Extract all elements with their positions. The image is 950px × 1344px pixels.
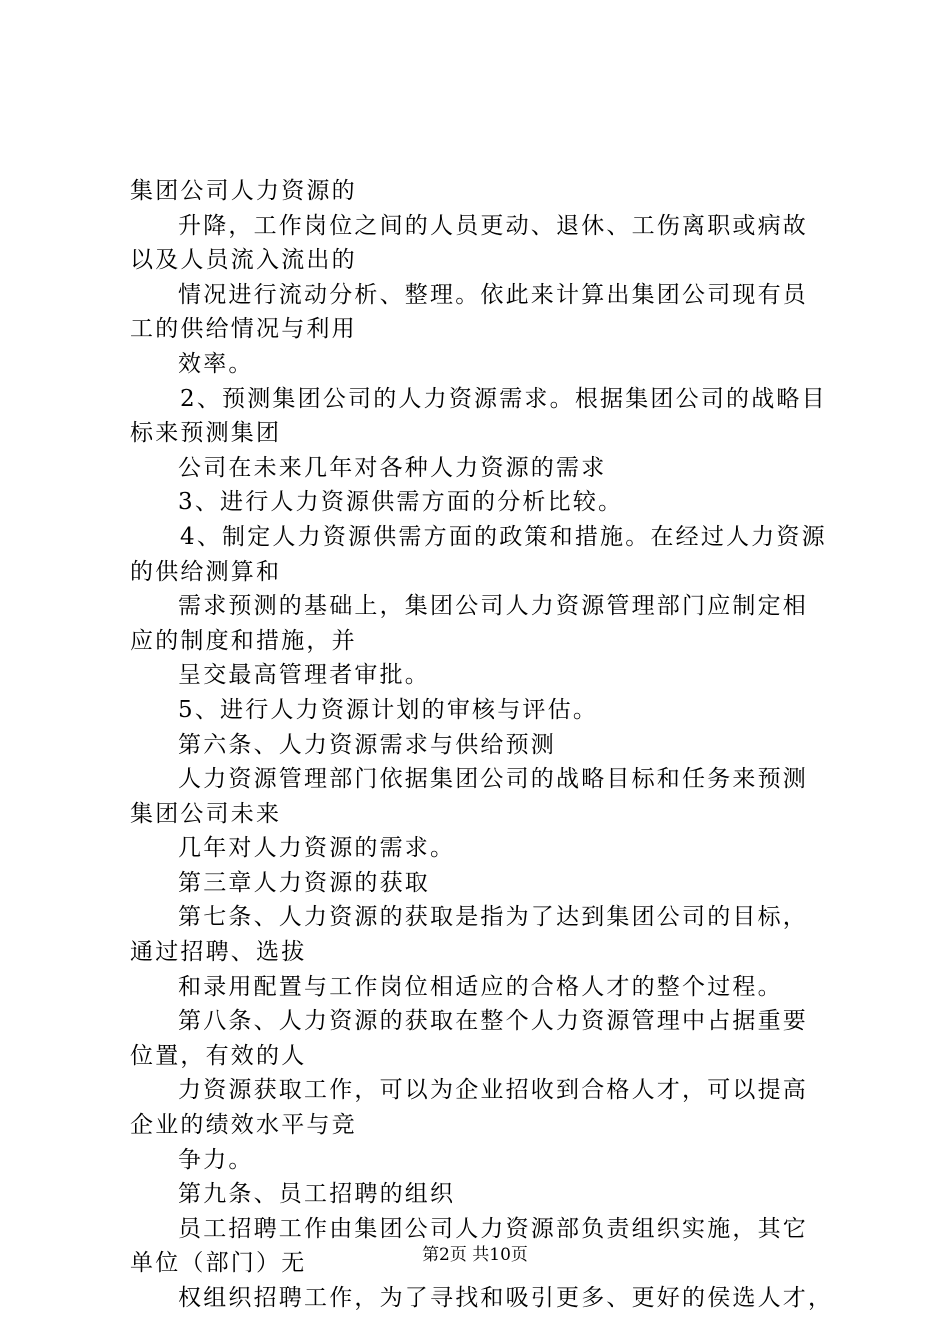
text-line: 和录用配置与工作岗位相适应的合格人才的整个过程。	[178, 973, 783, 1000]
text-line: 效率。	[178, 350, 254, 377]
text-line: 第三章人力资源的获取	[178, 869, 430, 896]
text-line: 人力资源管理部门依据集团公司的战略目标和任务来预测	[178, 766, 808, 793]
text-line: 情况进行流动分析、整理。依此来计算出集团公司现有员	[178, 281, 808, 308]
text-line: 工的供给情况与利用	[130, 316, 357, 343]
text-line: 第七条、人力资源的获取是指为了达到集团公司的目标，	[178, 904, 808, 931]
text-line: 第六条、人力资源需求与供给预测	[178, 731, 556, 758]
text-line: 集团公司未来	[130, 800, 282, 827]
text-line: 标来预测集团	[130, 420, 282, 447]
text-line: 3、进行人力资源供需方面的分析比较。	[178, 489, 624, 516]
text-line: 以及人员流入流出的	[130, 247, 357, 274]
text-line: 4、制定人力资源供需方面的政策和措施。在经过人力资源	[180, 523, 827, 550]
document-body	[130, 174, 834, 1316]
text-line: 员工招聘工作由集团公司人力资源部负责组织实施，其它	[178, 1215, 808, 1242]
text-line: 2、预测集团公司的人力资源需求。根据集团公司的战略目	[180, 385, 827, 412]
text-line: 应的制度和措施，并	[130, 627, 357, 654]
text-line: 第九条、员工招聘的组织	[178, 1181, 456, 1208]
text-line: 力资源获取工作，可以为企业招收到合格人才，可以提高	[178, 1077, 808, 1104]
text-line: 通过招聘、选拔	[130, 939, 307, 966]
text-line: 5、进行人力资源计划的审核与评估。	[178, 696, 599, 723]
text-line: 几年对人力资源的需求。	[178, 835, 456, 862]
text-line: 集团公司人力资源的	[130, 178, 357, 204]
text-line: 企业的绩效水平与竞	[130, 1112, 357, 1139]
page-footer: 第2页 共10页	[422, 1245, 528, 1265]
text-line: 的供给测算和	[130, 558, 282, 585]
text-line: 升降，工作岗位之间的人员更动、退休、工伤离职或病故	[178, 212, 808, 239]
text-line: 争力。	[178, 1146, 254, 1173]
text-line: 位置，有效的人	[130, 1042, 307, 1069]
text-line: 单位（部门）无	[130, 1250, 307, 1277]
text-line: 公司在未来几年对各种人力资源的需求	[178, 454, 607, 481]
text-line: 权组织招聘工作，为了寻找和吸引更多、更好的侯选人才，	[178, 1285, 834, 1311]
text-line: 第八条、人力资源的获取在整个人力资源管理中占据重要	[178, 1008, 808, 1035]
text-line: 呈交最高管理者审批。	[178, 662, 430, 689]
text-line: 需求预测的基础上，集团公司人力资源管理部门应制定相	[178, 593, 808, 620]
